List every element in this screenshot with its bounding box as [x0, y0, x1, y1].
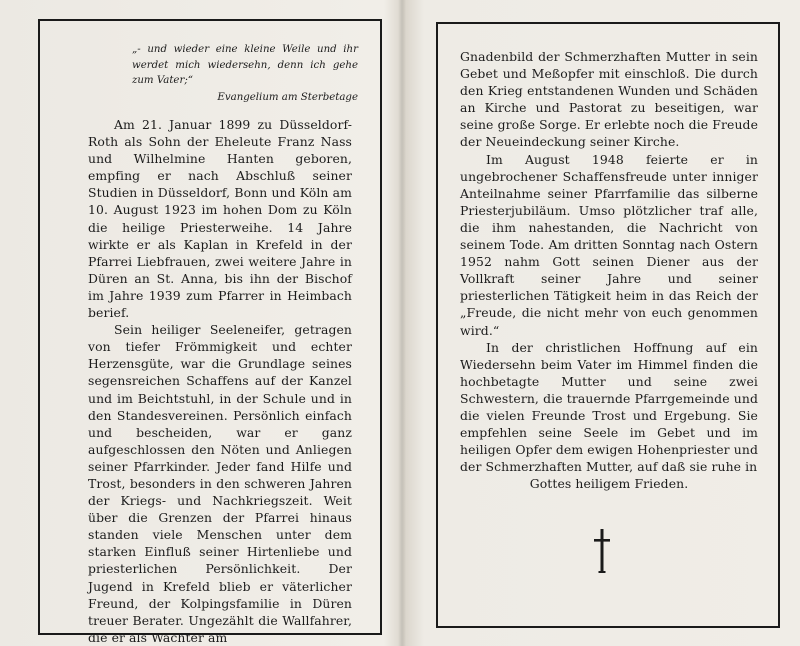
left-paragraph-2: Sein heiliger Seeleneifer, getragen von tiefer Frömmigkeit und echter Herzensgüte, war die Grundlage seines segensreichen Schaffens auf der Kanzel und im Beichtstuhl, in der Schule und in den Standesvereinen. Persönlich einfach und bescheiden, war er ganz aufgeschlossen den Nöten und Anliegen seiner Pfarrkinder. Jeder fand Hilfe und Trost, besonders in den schweren Jahren der Kriegs- und Nachkriegszeit. Weit über die Grenzen der Pfarrei hinaus standen viele Menschen unter dem starken Einfluß seiner Hirtenliebe und priesterlichen Persönlichkeit. Der Jugend in Krefeld blieb er väterlicher Freund, der Kolpingsfamilie in Düren treuer Berater. Ungezählt die Wallfahrer, die er als Wächter am: [88, 322, 352, 645]
left-paragraph-1: Am 21. Januar 1899 zu Düsseldorf-Roth als Sohn der Eheleute Franz Nass und Wilhelmine Hanten geboren, empfing er nach Abschluß seiner Studien in Düsseldorf, Bonn und Köln am 10. August 1923 im hohen Dom zu Köln die heilige Priesterweihe. 14 Jahre wirkte er als Kaplan in Krefeld in der Pfarrei Liebfrauen, zwei weitere Jahre in Düren an St. Anna, bis ihn der Bischof im Jahre 1939 zum Pfarrer in Heimbach berief.: [88, 117, 352, 321]
epigraph: [132, 42, 358, 105]
right-body-text: [460, 48, 758, 492]
closing-line: Gottes heiligem Frieden.: [529, 476, 689, 492]
right-paragraph-1: Gnadenbild der Schmerzhaften Mutter in sein Gebet und Meßopfer mit einschloß. Die durch den Krieg entstandenen Wunden und Schäden an Kirche und Pastorat zu beseitigen, war seine große Sorge. Er erlebte noch die Freude der Neueindeckung seiner Kirche.: [460, 49, 758, 150]
epigraph-quote: „- und wieder eine kleine Weile und ihr werdet mich wiedersehn, denn ich gehe zum Vater;“: [132, 44, 358, 86]
right-paragraph-3: In der christlichen Hoffnung auf ein Wiedersehn beim Vater im Himmel finden die hochbetagte Mutter und seine zwei Schwestern, die trauernde Pfarrgemeinde und die vielen Freunde Trost und Ergebung. Sie empfehlen seine Seele im Gebet und im heiligen Opfer dem ewigen Hohenpriester und der Schmerzhaften Mutter, auf daß sie ruhe in: [460, 339, 758, 475]
cross-icon: [592, 527, 612, 575]
epigraph-source: Evangelium am Sterbetage: [217, 91, 358, 103]
card-fold: [398, 0, 406, 646]
right-paragraph-2: Im August 1948 feierte er in ungebrochener Schaffensfreude unter inniger Anteilnahme seiner Pfarrfamilie das silberne Priesterjubiläum. Umso plötzlicher traf alle, die ihm nahestanden, die Nachricht von seinem Tode. Am dritten Sonntag nach Ostern 1952 nahm Gott seinen Diener aus der Vollkraft seiner Jahre und seiner priesterlichen Tätigkeit heim in das Reich der „Freude, die nicht mehr von euch genommen wird.“: [460, 151, 758, 338]
left-body-text: [88, 116, 352, 646]
